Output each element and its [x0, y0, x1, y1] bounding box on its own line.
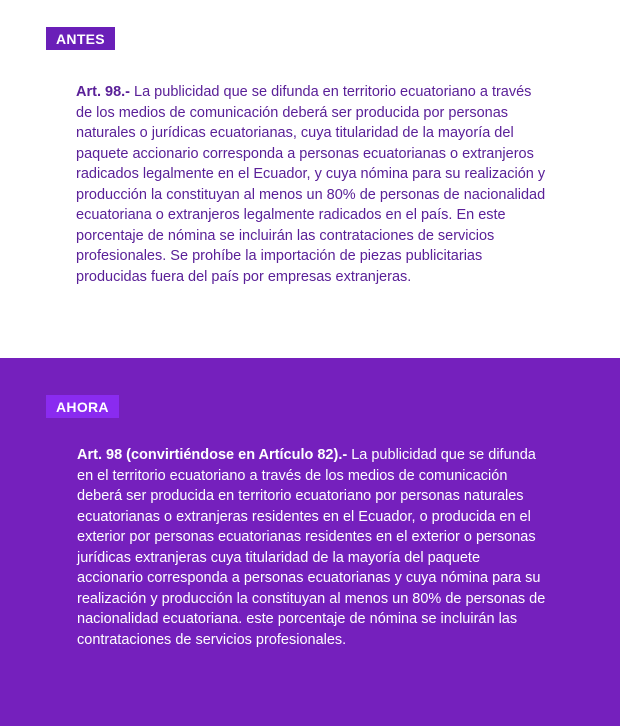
antes-article-paragraph [76, 82, 546, 287]
ahora-tag: AHORA [46, 395, 119, 418]
ahora-article-label: Art. 98 (convirtiéndose en Artículo 82).- [77, 447, 348, 463]
ahora-article-text: La publicidad que se difunda en el territorio ecuatoriano a través de los medios de comunicación deberá ser producida en territorio ecuatoriano por personas naturales ecuatorianas o extranjeras residentes en el Ecuador, o producida en el exterior por personas ecuatorianas residentes en el exterior o personas jurídicas extranjeras cuya titularidad de la mayoría del paquete accionario corresponda a personas ecuatorianas y cuya nómina para su realización y producción la constituyan al menos un 80% de personas de nacionalidad ecuatoriana. este porcentaje de nómina se incluirán las contrataciones de servicios profesionales. [77, 447, 546, 648]
antes-article-label: Art. 98.- [76, 84, 130, 100]
ahora-article-paragraph [77, 445, 547, 650]
ahora-section [0, 358, 620, 726]
antes-tag: ANTES [46, 27, 115, 50]
antes-article-text: La publicidad que se difunda en territorio ecuatoriano a través de los medios de comunicación deberá ser producida por personas naturales o jurídicas ecuatorianas, cuya titularidad de la mayoría del paquete accionario corresponda a personas ecuatorianas o extranjeros radicados legalmente en el Ecuador, y cuya nómina para su realización y producción la constituyan al menos un 80% de personas de nacionalidad ecuatoriana o extranjeros legalmente radicados en el país. En este porcentaje de nómina se incluirán las contrataciones de servicios profesionales. Se prohíbe la importación de piezas publicitarias producidas fuera del país por empresas extranjeras. [76, 84, 546, 285]
antes-section [0, 0, 620, 358]
